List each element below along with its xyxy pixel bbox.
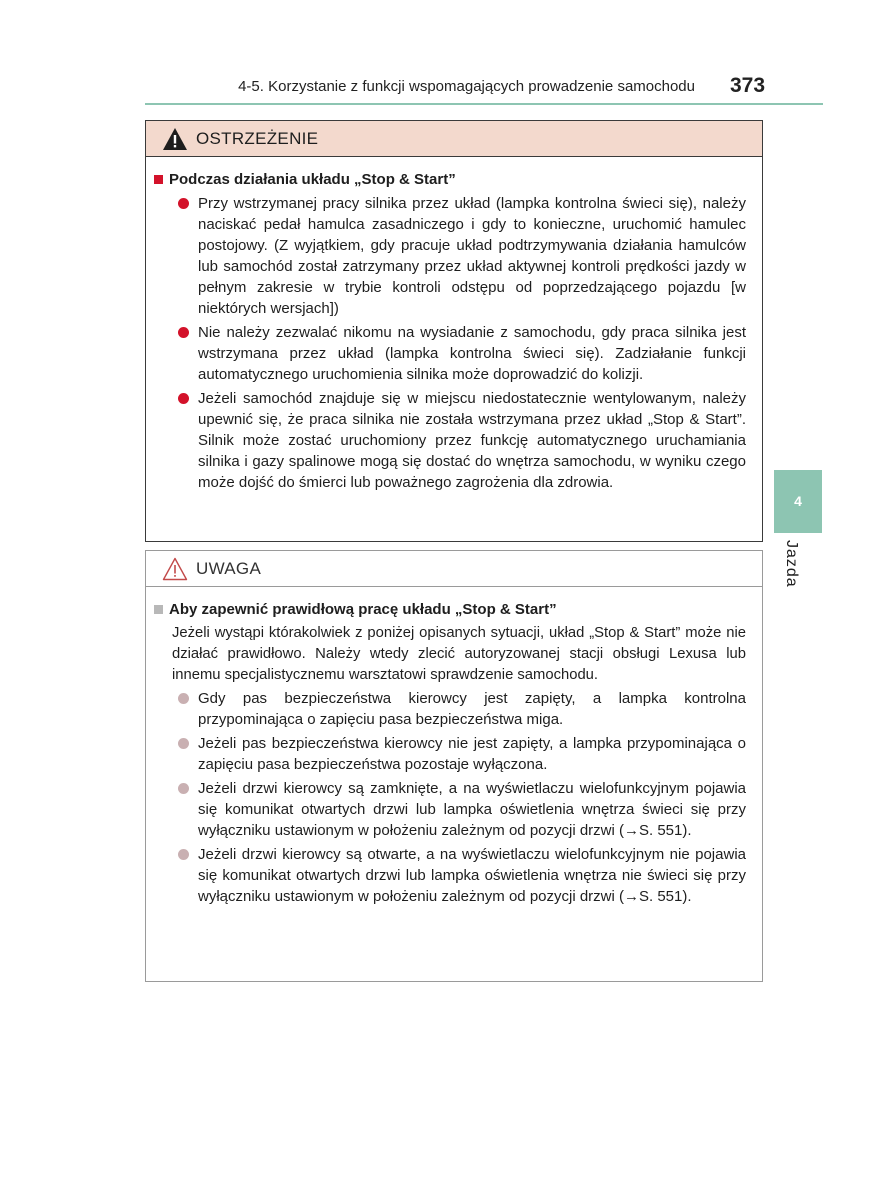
bullet-icon <box>178 693 189 704</box>
warning-box <box>145 120 763 542</box>
caution-item-text: Jeżeli drzwi kierowcy są otwarte, a na wyświetlaczu wielofunkcyjnym nie pojawia się komunikat otwartych drzwi lub lampka oświetlenia wnętrza nie świeci się przy wyłączniku ustawionym w położeniu zależnym od pozycji drzwi (→S. 551). <box>198 846 746 905</box>
caution-item-text: Jeżeli drzwi kierowcy są zamknięte, a na wyświetlaczu wielofunkcyjnym pojawia się komunikat otwartych drzwi lub lampka oświetlenia wnętrza świeci się przy wyłączniku ustawionym w położeniu zależnym od pozycji drzwi (→S. 551). <box>198 780 746 839</box>
warning-section-title <box>154 169 748 190</box>
chapter-tab: 4 <box>774 470 822 533</box>
bullet-icon <box>178 327 189 338</box>
warning-box-body <box>146 157 762 493</box>
caution-section-title <box>154 599 748 620</box>
bullet-icon <box>178 738 189 749</box>
warning-box-header <box>146 121 762 157</box>
page-number: 373 <box>730 74 766 97</box>
header-section-title: 4-5. Korzystanie z funkcji wspomagających prowadzenie samochodu <box>238 78 695 95</box>
caution-item-list <box>154 688 748 907</box>
caution-item-text: Gdy pas bezpieczeństwa kierowcy jest zapięty, a lampka kontrolna przypominająca o zapięciu pasa bezpieczeństwa miga. <box>198 690 746 728</box>
bullet-icon <box>178 783 189 794</box>
warning-item-text: Nie należy zezwalać nikomu na wysiadanie z samochodu, gdy praca silnika jest wstrzymana przez układ (lampka kontrolna świeci się). Zadziałanie funkcji automatycznego uruchomienia silnika może doprowadzić do kolizji. <box>198 324 746 383</box>
square-bullet-icon <box>154 605 163 614</box>
caution-triangle-icon <box>162 557 188 581</box>
caution-intro: Jeżeli wystąpi którakolwiek z poniżej opisanych sytuacji, układ „Stop & Start” może nie działać prawidłowo. Należy wtedy zlecić autoryzowanej stacji obsługi Lexusa lub innemu specjalistycznemu warsztatowi sprawdzenie samochodu. <box>172 625 746 683</box>
caution-item-text: Jeżeli pas bezpieczeństwa kierowcy nie jest zapięty, a lampka przypominająca o zapięciu pasa bezpieczeństwa pozostaje wyłączona. <box>198 735 746 773</box>
chapter-label: Jazda <box>783 540 800 588</box>
caution-section-title-text: Aby zapewnić prawidłową pracę układu „Stop & Start” <box>169 601 557 618</box>
warning-section-title-text: Podczas działania układu „Stop & Start” <box>169 171 456 188</box>
caution-item <box>154 844 748 907</box>
warning-item-text: Jeżeli samochód znajduje się w miejscu niedostatecznie wentylowanym, należy upewnić się, że praca silnika nie została wstrzymana przez układ „Stop & Start”. Silnik może zostać uruchomiony przez funkcję automatycznego uruchamiania silnika i gazy spalinowe mogą się dostać do wnętrza samochodu, w wyniku czego może dojść do śmierci lub poważnego zagrożenia dla zdrowia. <box>198 390 746 491</box>
bullet-icon <box>178 849 189 860</box>
caution-item <box>154 733 748 775</box>
warning-triangle-icon <box>162 127 188 151</box>
caution-heading: UWAGA <box>196 558 262 578</box>
header-divider <box>145 103 823 105</box>
square-bullet-icon <box>154 175 163 184</box>
caution-box <box>145 550 763 982</box>
warning-heading: OSTRZEŻENIE <box>196 128 319 148</box>
caution-box-header <box>146 551 762 587</box>
caution-item <box>154 778 748 841</box>
warning-item <box>154 322 748 385</box>
warning-item-text: Przy wstrzymanej pracy silnika przez układ (lampka kontrolna świeci się), należy naciskać pedał hamulca zasadniczego i gdy to konieczne, uruchomić hamulec postojowy. (Z wyjątkiem, gdy pracuje układ podtrzymywania działania hamulców lub samochód został zatrzymany przez układ aktywnej kontroli prędkości jazdy w pełnym zakresie w trybie kontroli odstępu od poprzedzającego pojazdu [w niektórych wersjach]) <box>198 195 746 317</box>
caution-box-body <box>146 587 762 907</box>
bullet-icon <box>178 393 189 404</box>
bullet-icon <box>178 198 189 209</box>
warning-item <box>154 388 748 493</box>
caution-item <box>154 688 748 730</box>
warning-item-list <box>154 193 748 493</box>
warning-item <box>154 193 748 319</box>
